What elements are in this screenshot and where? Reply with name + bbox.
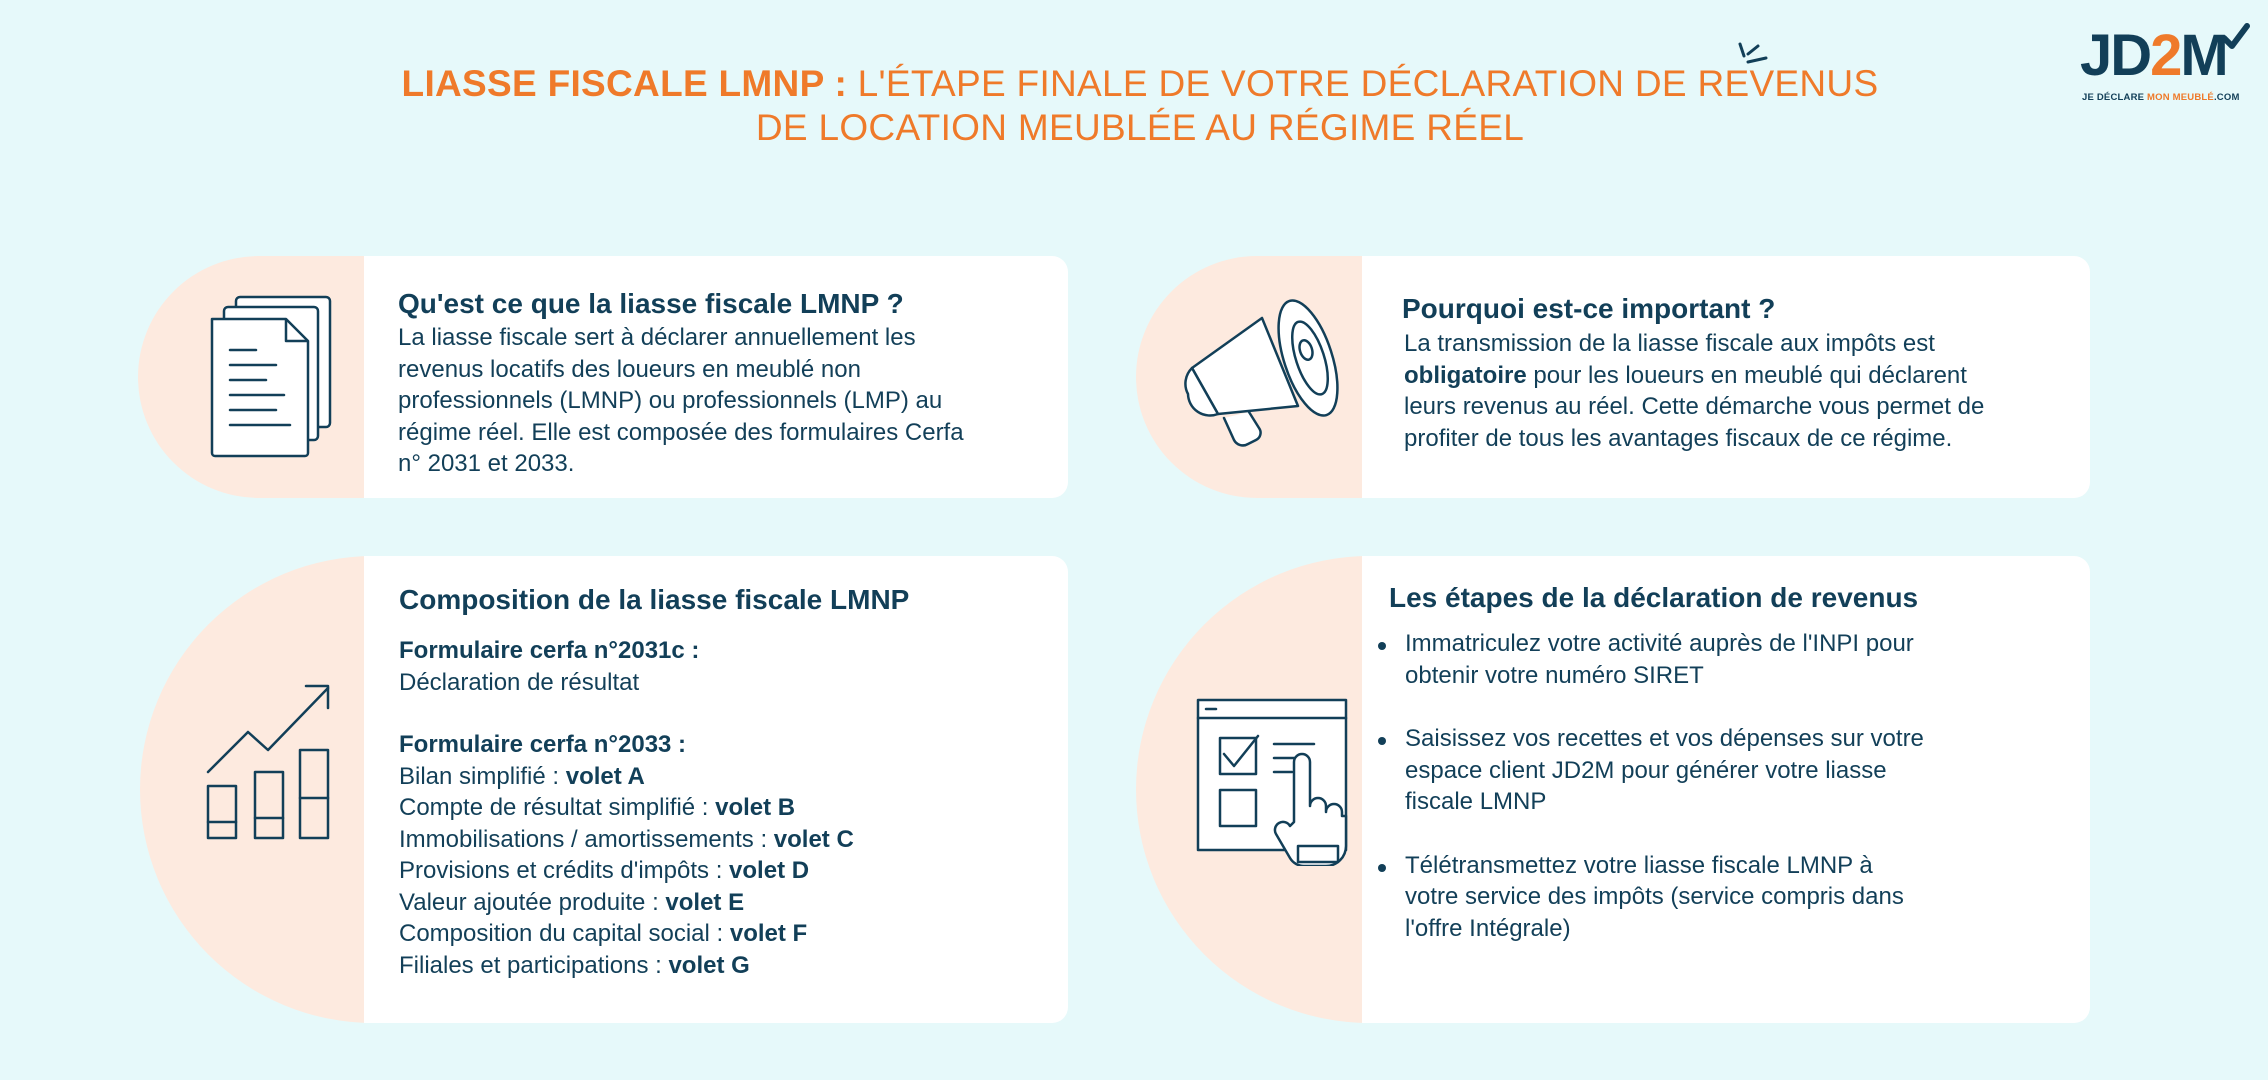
- page-title-rest: L'ÉTAPE FINALE DE VOTRE DÉCLARATION DE REVENUS DE LOCATION MEUBLÉE AU RÉGIME RÉEL: [755, 63, 1879, 148]
- why-line-rest: pour les loueurs en meublé qui déclarent: [1526, 361, 1967, 389]
- step-line: Saisissez vos recettes et vos dépenses sur votre: [1405, 725, 1924, 752]
- why-line: profiter de tous les avantages fiscaux de ce régime.: [1404, 424, 1953, 452]
- why-line: [1404, 360, 1984, 392]
- step-item: [1378, 850, 2058, 945]
- form1-desc: Déclaration de résultat: [399, 668, 640, 696]
- logo-tagline-c: .COM: [2213, 92, 2240, 103]
- steps-list: [1378, 628, 2058, 976]
- step-line: l'offre Intégrale): [1405, 914, 1571, 942]
- volet-name: volet F: [729, 920, 808, 947]
- why-line: leurs revenus au réel. Cette démarche vous permet de: [1404, 393, 1985, 420]
- why-line: La transmission de la liasse fiscale aux impôts est: [1404, 330, 1935, 357]
- step-item: [1378, 723, 2058, 818]
- volet-label: Compte de résultat simplifié :: [399, 794, 716, 821]
- form1-title: [399, 635, 854, 667]
- steps-card-title: Les étapes de la déclaration de revenus: [1389, 582, 1919, 613]
- what-card-text: [398, 322, 964, 480]
- volet-item: [399, 887, 854, 919]
- form2-title: [399, 729, 854, 761]
- form1-title-text: Formulaire cerfa n°2031c :: [399, 637, 700, 664]
- what-line: professionnels (LMNP) ou professionnels (LMP) au: [398, 387, 943, 414]
- volet-item: [399, 950, 854, 982]
- page-title-bold: LIASSE FISCALE LMNP :: [401, 63, 848, 104]
- logo-jd: JD: [2080, 23, 2151, 88]
- volet-label: Filiales et participations :: [399, 951, 669, 979]
- volet-name: volet D: [729, 857, 810, 884]
- step-line: obtenir votre numéro SIRET: [1405, 661, 1704, 689]
- logo-wordmark: [2080, 23, 2227, 88]
- checklist-hand-icon: [1194, 696, 1350, 866]
- documents-icon: [206, 292, 336, 462]
- volet-name: volet C: [773, 825, 854, 853]
- sparkle-icon: [1732, 40, 1772, 76]
- what-card-title: Qu'est ce que la liasse fiscale LMNP ?: [398, 288, 904, 319]
- volet-label: Valeur ajoutée produite :: [399, 888, 666, 916]
- volet-label: Composition du capital social :: [399, 920, 730, 947]
- what-line: n° 2031 et 2033.: [398, 450, 575, 477]
- page-title: [400, 62, 1880, 150]
- checkmark-icon: [2220, 22, 2250, 52]
- volet-name: volet A: [565, 762, 645, 790]
- logo-m: M: [2180, 23, 2227, 88]
- composition-card-text: [399, 635, 854, 981]
- volet-label: Provisions et crédits d'impôts :: [399, 857, 730, 884]
- step-line: Télétransmettez votre liasse fiscale LMNP à: [1405, 851, 1873, 879]
- composition-card-title: Composition de la liasse fiscale LMNP: [399, 584, 910, 615]
- what-line: revenus locatifs des loueurs en meublé non: [398, 355, 861, 383]
- why-card-text: [1404, 328, 1984, 454]
- growth-chart-icon: [200, 680, 340, 850]
- volet-label: Immobilisations / amortissements :: [399, 825, 774, 853]
- step-line: espace client JD2M pour générer votre liasse: [1405, 756, 1887, 784]
- volet-name: volet E: [665, 888, 745, 916]
- step-item: [1378, 628, 2058, 691]
- form2-title-text: Formulaire cerfa n°2033 :: [399, 731, 687, 758]
- jd2m-logo[interactable]: [2080, 18, 2250, 108]
- logo-tagline-b: MON MEUBLÉ: [2147, 92, 2214, 103]
- volet-item: [399, 918, 854, 950]
- volet-item: [399, 824, 854, 856]
- logo-2: 2: [2150, 23, 2181, 88]
- volet-item: [399, 792, 854, 824]
- megaphone-icon: [1178, 286, 1346, 464]
- what-line: La liasse fiscale sert à déclarer annuellement les: [398, 324, 916, 351]
- volet-name: volet G: [668, 951, 750, 979]
- spacer: [399, 698, 854, 729]
- logo-tagline: [2082, 92, 2240, 103]
- why-card-title: Pourquoi est-ce important ?: [1402, 293, 1776, 324]
- volet-item: [399, 761, 854, 793]
- logo-tagline-a: JE DÉCLARE: [2082, 92, 2148, 103]
- volet-label: Bilan simplifié :: [399, 762, 566, 790]
- what-line: régime réel. Elle est composée des formulaires Cerfa: [398, 418, 964, 446]
- volet-name: volet B: [715, 794, 796, 821]
- step-line: Immatriculez votre activité auprès de l'INPI pour: [1405, 630, 1914, 657]
- step-line: votre service des impôts (service compris dans: [1405, 883, 1904, 910]
- volet-item: [399, 855, 854, 887]
- step-line: fiscale LMNP: [1405, 788, 1547, 815]
- why-bold-obligatoire: obligatoire: [1404, 361, 1527, 389]
